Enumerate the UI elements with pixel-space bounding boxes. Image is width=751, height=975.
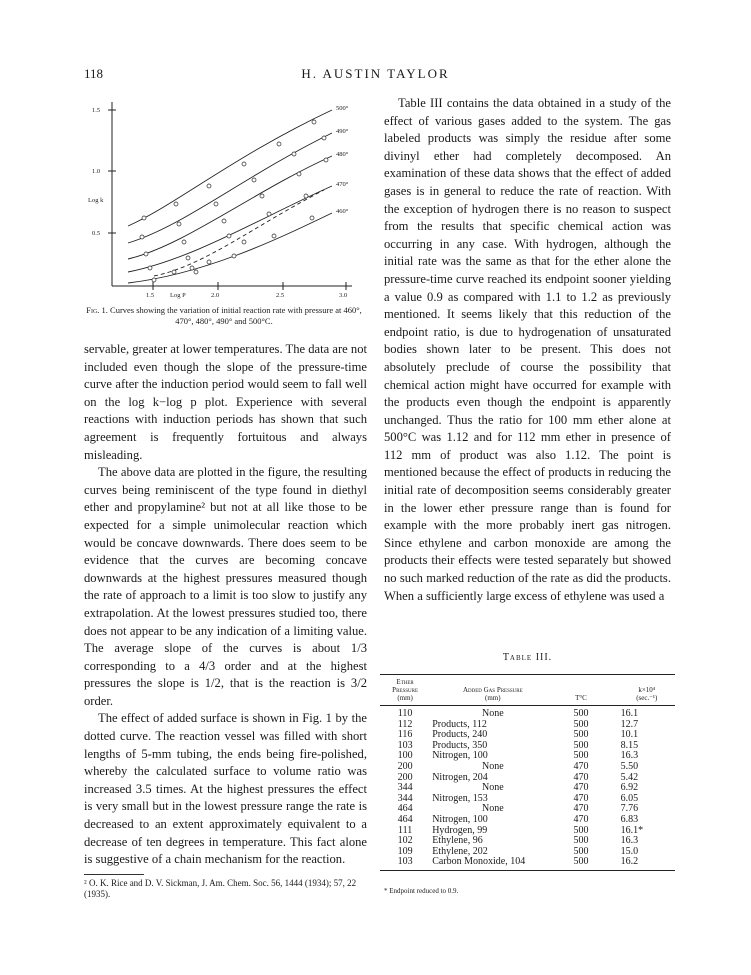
table-row [380, 762, 675, 773]
cell-rate-constant: 5.50 [620, 760, 639, 772]
cell-temperature: 500 [573, 708, 589, 719]
cell-rate-constant: 12.7 [620, 718, 639, 730]
cell-rate-constant: 10.1 [620, 729, 639, 741]
data-point [207, 184, 211, 188]
data-point [182, 240, 186, 244]
cell-rate-constant: 5.42 [620, 771, 639, 783]
y-tick-label: 0.5 [92, 230, 101, 237]
curve-added-surface [154, 190, 324, 276]
curve-500 [128, 110, 332, 226]
table-header-row [380, 675, 675, 706]
cell-ether-pressure: 112 [397, 718, 413, 730]
cell-added-gas: None [481, 803, 504, 815]
paragraph: The effect of added surface is shown in Fig. 1 by the dotted curve. The reaction vessel was filled with short lengths of 5-mm tubing, the ends being fire-polished, whereby the calculated surface to volume ratio was increased 3.5 times. At the highest pressures the effect is very small but in the lowest pressure range the rate is decreased to an extent approximately equivalent to a decrease of ten degrees in temperature. This fact alone is suggestive of a chain mechanism for the reaction. [84, 711, 367, 867]
data-point [252, 178, 256, 182]
cell-added-gas: Hydrogen, 99 [432, 824, 488, 836]
cell-rate-constant: 16.3 [620, 750, 639, 762]
curve-label-490: 490° [336, 128, 349, 135]
left-column [84, 341, 367, 869]
running-head: H. AUSTIN TAYLOR [301, 66, 450, 81]
cell-ether-pressure: 103 [397, 739, 413, 751]
data-point [214, 202, 218, 206]
data-point [260, 194, 264, 198]
cell-ether-pressure: 100 [397, 750, 413, 762]
cell-temperature: 470 [573, 760, 589, 772]
cell-added-gas: None [481, 708, 504, 719]
data-point [312, 120, 316, 124]
cell-ether-pressure: 102 [397, 835, 413, 847]
cell-rate-constant: 16.1* [620, 824, 644, 836]
cell-temperature: 470 [573, 771, 589, 783]
data-point [242, 162, 246, 166]
cell-temperature: 500 [573, 718, 589, 730]
cell-added-gas: Products, 240 [432, 729, 488, 741]
curve-label-460: 460° [336, 208, 349, 215]
curve-470 [128, 186, 332, 272]
cell-ether-pressure: 200 [397, 771, 413, 783]
table-footnote: * Endpoint reduced to 0.9. [384, 887, 459, 895]
data-point [277, 142, 281, 146]
cell-ether-pressure: 344 [397, 792, 413, 804]
cell-temperature: 500 [573, 739, 589, 751]
footnote-rule [84, 874, 144, 875]
cell-ether-pressure: 200 [397, 760, 413, 772]
col-header-added-gas: Added Gas Pressure (mm) [430, 675, 555, 706]
cell-added-gas: Ethylene, 96 [432, 835, 483, 847]
cell-temperature: 470 [573, 803, 589, 815]
cell-added-gas: Nitrogen, 100 [432, 813, 488, 825]
cell-ether-pressure: 111 [397, 824, 413, 836]
x-tick-label: 2.0 [211, 292, 220, 299]
y-tick-label: 1.0 [92, 168, 101, 175]
cell-rate-constant: 6.83 [620, 813, 639, 825]
curve-label-500: 500° [336, 105, 349, 112]
cell-rate-constant: 15.0 [620, 845, 639, 857]
data-point [152, 278, 156, 282]
cell-temperature: 470 [573, 792, 589, 804]
data-point [194, 270, 198, 274]
col-header-ether-pressure: Ether Pressure (mm) [380, 675, 430, 706]
cell-added-gas: None [481, 782, 504, 794]
data-point [232, 254, 236, 258]
cell-added-gas: Nitrogen, 204 [432, 771, 488, 783]
curve-480 [128, 156, 332, 259]
curve-label-480: 480° [336, 151, 349, 158]
cell-added-gas: Nitrogen, 100 [432, 750, 488, 762]
data-point [207, 260, 211, 264]
x-axis-label: Log P [170, 292, 186, 299]
cell-rate-constant: 16.2 [607, 857, 675, 870]
table-row [380, 857, 675, 870]
paragraph: servable, greater at lower temperatures. The data are not included even though the slope of the pressure-time curve after the induction period would seem to fall well on the log k−log p plot. Experience with several reactions with induction periods has shown that such agreement is frequently fortuitous and always misleading. [84, 342, 367, 462]
cell-temperature: 500 [573, 835, 589, 847]
cell-ether-pressure: 109 [397, 845, 413, 857]
data-table [380, 674, 675, 871]
col-header-temperature: T°C [555, 675, 606, 706]
data-point [140, 235, 144, 239]
curve-490 [128, 133, 332, 243]
figure-caption [84, 305, 364, 326]
cell-added-gas: Products, 112 [432, 718, 487, 730]
curve-label-470: 470° [336, 181, 349, 188]
cell-rate-constant: 7.76 [620, 803, 639, 815]
col-header-rate-constant: k×10⁴ (sec.⁻¹) [607, 675, 675, 706]
cell-temperature: 500 [573, 824, 589, 836]
cell-temperature: 500 [573, 750, 589, 762]
cell-temperature: 500 [555, 857, 606, 870]
cell-temperature: 500 [573, 729, 589, 741]
table-row [380, 706, 675, 720]
cell-ether-pressure: 464 [397, 813, 413, 825]
x-tick-label: 1.5 [146, 292, 155, 299]
footnote: ² O. K. Rice and D. V. Sickman, J. Am. Chem. Soc. 56, 1444 (1934); 57, 22 (1935). [84, 878, 357, 899]
cell-ether-pressure: 103 [380, 857, 430, 870]
cell-temperature: 470 [573, 782, 589, 794]
data-point [272, 234, 276, 238]
data-point [177, 222, 181, 226]
data-point [222, 219, 226, 223]
page-number: 118 [84, 66, 104, 81]
cell-added-gas: Carbon Monoxide, 104 [430, 857, 555, 870]
figure-caption-text: Curves showing the variation of initial reaction rate with pressure at 460°, 470°, 480°, 490° and 500°C. [110, 305, 362, 326]
data-point [322, 136, 326, 140]
figure-caption-label: Fig. 1. [86, 305, 108, 315]
cell-added-gas: None [481, 760, 504, 772]
right-column [384, 95, 671, 605]
data-point [148, 266, 152, 270]
data-point [227, 234, 231, 238]
curve-460 [128, 213, 332, 283]
data-point [190, 266, 194, 270]
data-point [324, 158, 328, 162]
x-tick-label: 2.5 [276, 292, 285, 299]
data-point [186, 256, 190, 260]
cell-rate-constant: 6.05 [620, 792, 639, 804]
figure-1-plot [84, 96, 364, 301]
cell-rate-constant: 6.92 [620, 782, 639, 794]
data-point [144, 252, 148, 256]
data-point [304, 194, 308, 198]
cell-ether-pressure: 116 [397, 729, 413, 741]
cell-added-gas: Nitrogen, 153 [432, 792, 488, 804]
data-point [242, 240, 246, 244]
paragraph: Table III contains the data obtained in a study of the effect of various gases added to the system. The gas labeled products was simply the residue after some divinyl ether had completely decomposed. An examination of these data shows that the effect of added gases is in general to reduce the rate of reaction. With the exception of hydrogen there is no reason to suspect from the results that specific chemical action was occurring in any case. With hydrogen, although the initial rate was the same as that for the ether alone the pressure-time curve reached its endpoint sooner yielding a value 0.9 as compared with 1.1 to 1.2 as previously mentioned. It seems likely that this reduction of the endpoint ratio, is due to hydrogenation of unsaturated bodies shown later to be present. This does not absolutely preclude of course the possibility that chemical action might have occurred for example with the products even though the endpoint is apparently unchanged. Thus the ratio for 100 mm ether alone at 500°C was 1.12 and for 112 mm ether in presence of 112 mm of product was also 1.12. The point is mentioned because the effect of products in reducing the initial rate of decomposition seems considerably greater in the lower ether pressure range than is found for example with the more probably inert gas nitrogen. Since ethylene and carbon monoxide are among the products their effects were tested separately but showed no such marked reduction of the rate as did the products. When a sufficiently large excess of ethylene was used a [384, 96, 671, 603]
cell-added-gas: Ethylene, 202 [432, 845, 488, 857]
data-point [310, 216, 314, 220]
table-title: Table III. [502, 652, 553, 663]
cell-ether-pressure: 110 [397, 708, 413, 719]
data-point [297, 172, 301, 176]
cell-rate-constant: 8.15 [620, 739, 639, 751]
cell-rate-constant: 16.3 [620, 835, 639, 847]
data-point [142, 216, 146, 220]
x-tick-label: 3.0 [339, 292, 348, 299]
y-axis-label: Log k [88, 197, 104, 204]
cell-ether-pressure: 464 [397, 803, 413, 815]
cell-ether-pressure: 344 [397, 782, 413, 794]
cell-temperature: 500 [573, 845, 589, 857]
cell-rate-constant: 16.1 [620, 708, 639, 719]
paragraph: The above data are plotted in the figure, the resulting curves being reminiscent of the type found in diethyl ether and propylamine² but not at all like those to be expected for a simple unimolecular reaction which would be concave downwards. There does seem to be evidence that the curves are becoming concave downwards at the highest pressures measured though the rate of approach to a limit is too slow to justify any extrapolation. At the lowest pressures studied too, there does not appear to be any indication of a limiting value. The average slope of the curves is about 1/3 corresponding to a 4/3 order and at the highest pressures the slope is 1/2, that is the reaction is 3/2 order. [84, 465, 367, 708]
data-point [174, 202, 178, 206]
table-row [380, 815, 675, 826]
cell-added-gas: Products, 350 [432, 739, 488, 751]
data-point [292, 152, 296, 156]
cell-temperature: 470 [573, 813, 589, 825]
data-point [267, 212, 271, 216]
y-tick-label: 1.5 [92, 107, 101, 114]
data-point [172, 270, 176, 274]
